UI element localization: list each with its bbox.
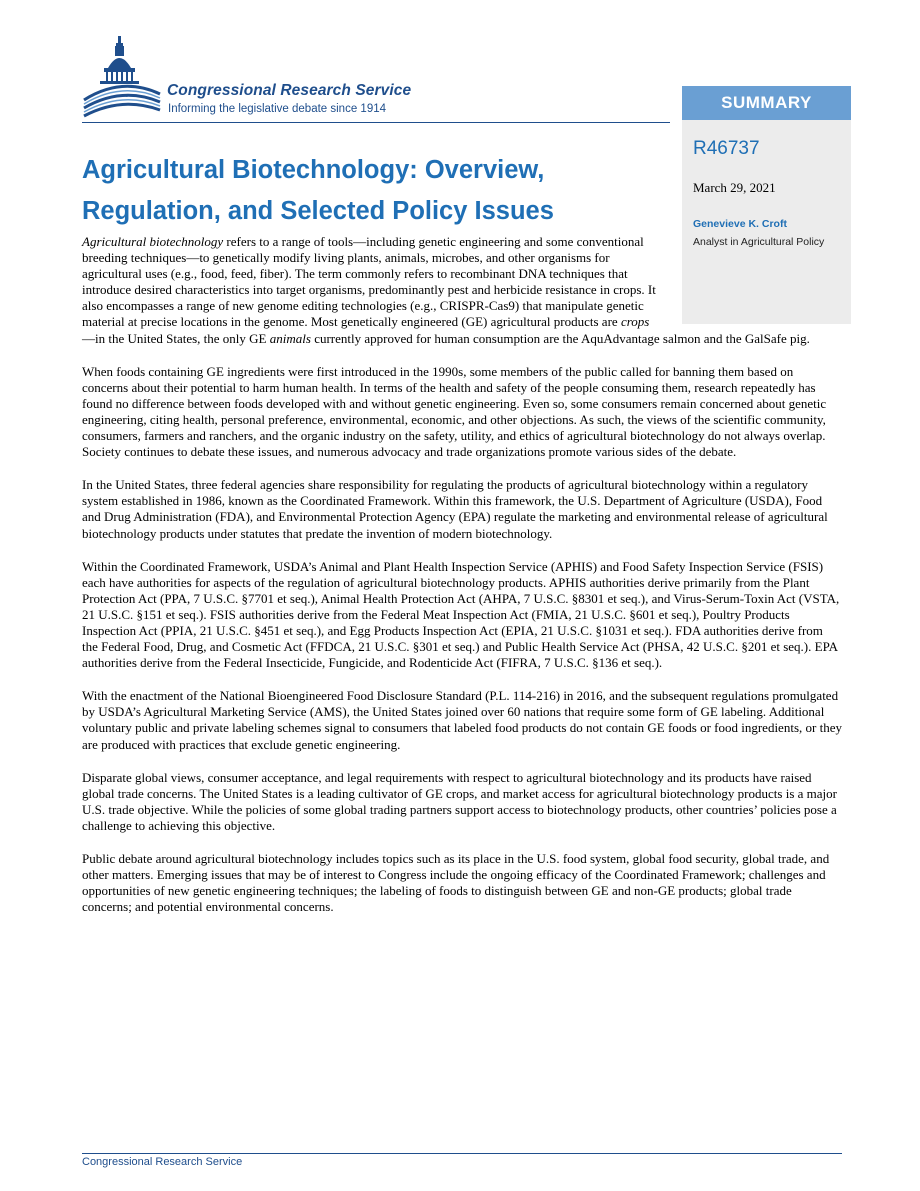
footer-divider: [82, 1153, 842, 1154]
intro-lead-term: Agricultural biotechnology: [82, 234, 224, 249]
paragraph-federal-agencies: In the United States, three federal agencies share responsibility for regulating the products of agricultural biotechnology within a regulatory system established in 1986, known as the Coordinated Framework. Within this framework, the U.S. Department of Agriculture (USDA), Food and Drug Administration (FDA), and Environmental Protection Agency (EPA) regulate the marketing and environmental release of agricultural biotechnology products under statutes that predate the invention of modern biotechnology.: [82, 477, 828, 541]
capitol-dome-icon: [82, 34, 164, 124]
intro-text-b: —in the United States, the only GE: [82, 330, 270, 346]
intro-text-c: currently approved for human consumption are the AquAdvantage salmon and the GalSafe pig.: [310, 330, 810, 346]
org-name: Congressional Research Service: [167, 82, 412, 99]
report-id: R46737: [693, 138, 760, 159]
paragraph-labeling: With the enactment of the National Bioengineered Food Disclosure Standard (P.L. 114-216) in 2016, and the subsequent regulations promulgated by USDA’s Agricultural Marketing Service (AMS), the United States joined over 60 nations that require some form of GE labeling. Additional voluntary public and private labeling schemes signal to consumers that labeled food products do not contain GE foods or food ingredients, or they are produced with practices that exclude genetic engineering.: [82, 688, 842, 752]
org-tagline: Informing the legislative debate since 1914: [168, 103, 387, 115]
intro-animals-term: animals: [269, 330, 311, 346]
sidebar-wrap-spacer: [670, 234, 842, 328]
intro-crops-term: crops: [620, 314, 650, 330]
intro-text-a: refers to a range of tools—including genetic engineering and some conventional breeding techniques—to genetically modify living plants, animals, microbes, and other organisms for agricultural uses (e.g., food, feed, fiber). The term commonly refers to recombinant DNA techniques that introduce desired characteristics into target organisms, predominantly pest and herbicide resistance in crops. It also encompasses a range of new genome editing technologies (e.g., CRISPR-Cas9) that manipulate genetic material at precise locations in the genome. Most genetically engineered (GE) agricultural products are: [82, 234, 656, 330]
paragraph-intro: [82, 234, 842, 347]
paragraph-authorities: Within the Coordinated Framework, USDA’s Animal and Plant Health Inspection Service (APHIS) and Food Safety Inspection Service (FSIS) each have authorities for aspects of the regulation of agricultural biotechnology products. APHIS authorities derive primarily from the Plant Protection Act (PPA, 7 U.S.C. §7701 et seq.), Animal Health Protection Act (AHPA, 7 U.S.C. §8301 et seq.), and Virus-Serum-Toxin Act (VSTA, 21 U.S.C. §151 et seq.). FSIS authorities derive from the Federal Meat Inspection Act (FMIA, 21 U.S.C. §601 et seq.), Poultry Products Inspection Act (PPIA, 21 U.S.C. §451 et seq.), and Egg Products Inspection Act (EPIA, 21 U.S.C. §1031 et seq.). FDA authorities derive from the Federal Food, Drug, and Cosmetic Act (FFDCA, 21 U.S.C. §301 et seq.) and Public Health Service Act (PHSA, 42 U.S.C. §201 et seq.). EPA authorities derive from the Federal Insecticide, Fungicide, and Rodenticide Act (FIFRA, 7 U.S.C. §136 et seq.).: [82, 558, 840, 671]
paragraph-public-concerns: When foods containing GE ingredients were first introduced in the 1990s, some members of the public called for banning them based on concerns about their potential to harm human health. In terms of the health and safety of the people consuming them, research repeatedly has found no difference between foods developed with and without genetic engineering. Even so, some consumers remain concerned about genetic engineering, citing health, personal preference, environmental, economic, and other objections. As such, the views of the scientific community, consumers, farmers and ranchers, and the organic industry on the safety, utility, and ethics of agricultural biotechnology do not always overlap. Society continues to debate these issues, and numerous advocacy and trade organizations promote various sides of the debate.: [82, 363, 827, 460]
summary-body: [82, 234, 842, 932]
summary-banner: SUMMARY: [682, 86, 851, 120]
author-title: Analyst in Agricultural Policy: [693, 236, 825, 248]
paragraph-public-debate: Public debate around agricultural biotechnology includes topics such as its place in the U.S. food system, global food security, global trade, and other matters. Emerging issues that may be of interest to Congress include the ongoing efficacy of the Coordinated Framework; challenges and opportunities of new genetic engineering techniques; the labeling of foods to distinguish between GE and non-GE products; global trade concerns; and potential environmental concerns.: [82, 851, 830, 915]
page-title: Agricultural Biotechnology: Overview, Regulation, and Selected Policy Issues: [82, 156, 554, 225]
footer-org: Congressional Research Service: [82, 1156, 243, 1168]
report-date: March 29, 2021: [693, 180, 776, 195]
header-divider: [82, 122, 670, 123]
crs-logo: [82, 34, 482, 124]
paragraph-trade: Disparate global views, consumer acceptance, and legal requirements with respect to agricultural biotechnology and its products have raised global trade concerns. The United States is a leading cultivator of GE crops, and market access for agricultural biotechnology products is a major U.S. trade objective. While the policies of some global trading partners support access to biotechnology products, other countries’ policies pose a challenge to achieving this objective.: [82, 769, 837, 833]
author-name: Genevieve K. Croft: [693, 218, 787, 230]
